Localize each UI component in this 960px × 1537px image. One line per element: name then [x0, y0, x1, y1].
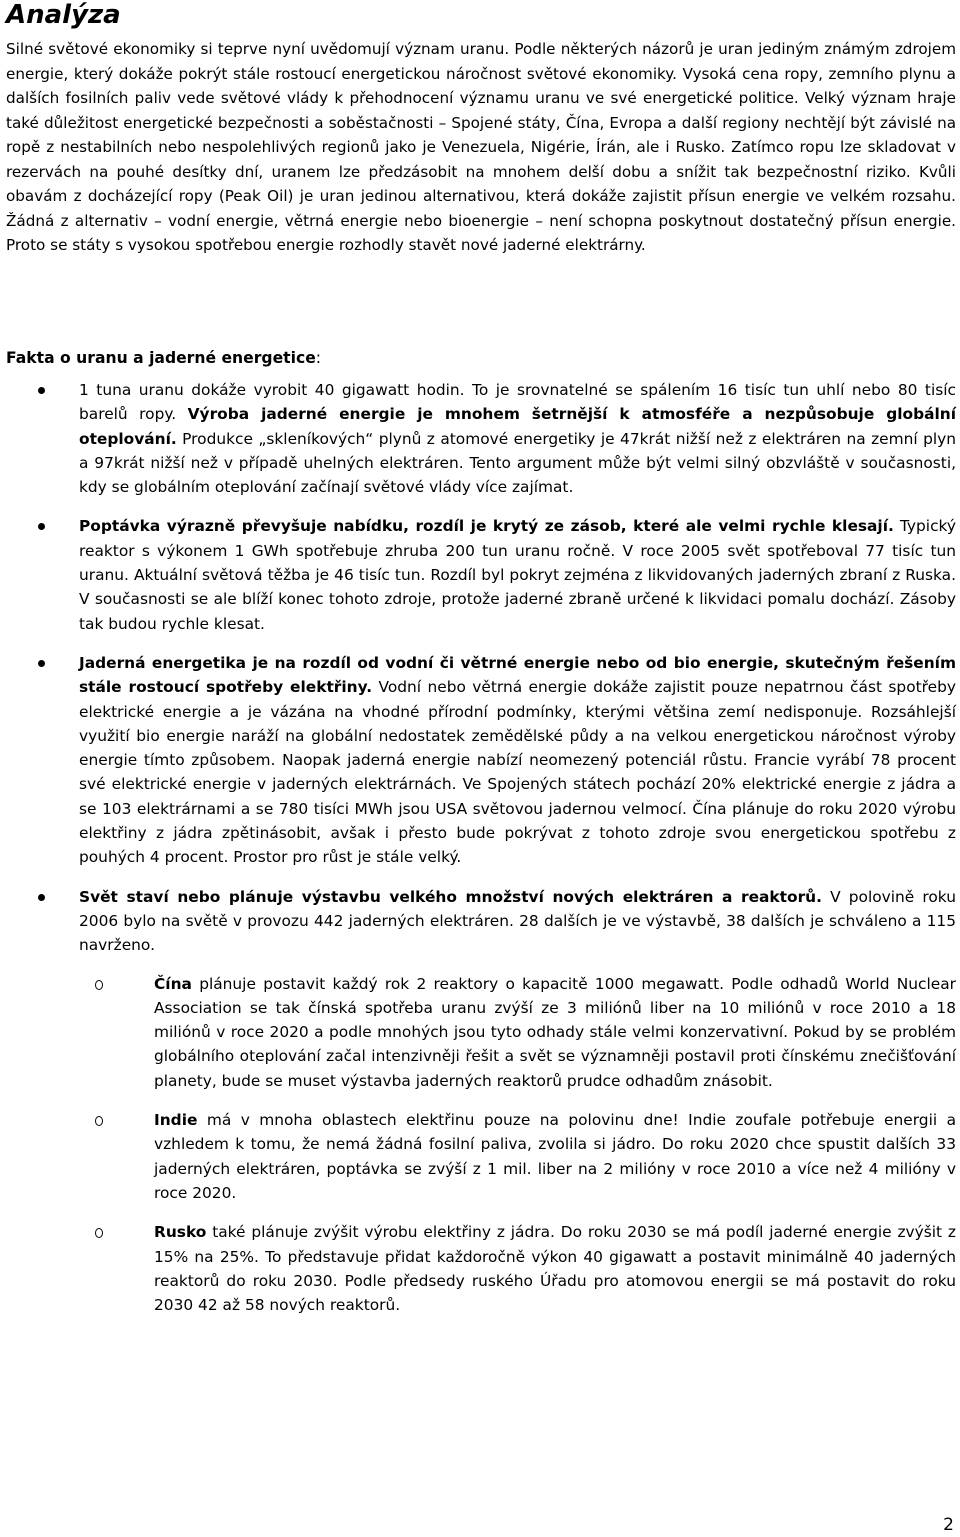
facts-heading-colon: : [315, 349, 322, 367]
intro-paragraph: Silné světové ekonomiky si teprve nyní uvědomují význam uranu. Podle některých názorů je uran jediným známým zdrojem energie, který dokáže pokrýt stále rostoucí energetickou náročnost světové ekonomiky. Vysoká cena ropy, zemního plynu a dalších fosilních paliv vede světové vlády k přehodnocení významu uranu ve své energetické politice. Velký význam hraje také důležitost energetické bezpečnosti a soběstačnosti – Spojené státy, Čína, Evropa a další regiony nechtějí být závislé na ropě z nestabilních nebo nespolehlivých regionů jako je Venezuela, Nigérie, Írán, ale i Rusko. Zatímco ropu lze skladovat v rezervách na pouhé desítky dní, uranem lze předzásobit na mnohem delší dobu a snížit tak bezpečnostní riziko. Kvůli obavám z docházející ropy (Peak Oil) je uran jedinou alternativou, která dokáže zajistit přísun energie ve velkém rozsahu. Žádná z alternativ – vodní energie, větrná energie nebo bioenergie – není schopna poskytnout dostatečný přísun energie. Proto se státy s vysokou spotřebou energie rozhodly stavět nové jaderné elektrárny. [6, 40, 956, 254]
sub-item-text: má v mnoha oblastech elektřinu pouze na polovinu dne! Indie zoufale potřebuje energii a vzhledem k tomu, že nemá žádná fosilní paliva, zvolila si jádro. Do roku 2020 chce spustit dalších 33 jaderných elektráren, poptávka se zvýší z 1 mil. liber na 2 milióny v roce 2010 a více než 4 milióny v roce 2020. [154, 1111, 956, 1202]
facts-heading-text: Fakta o uranu a jaderné energetice [6, 349, 316, 367]
fact-text: Vodní nebo větrná energie dokáže zajistit pouze nepatrnou část spotřeby elektrické energie a je vázána na vhodné přírodní podmínky, kterými většina zemí nedisponuje. Rozsáhlejší využití bio energie naráží na globální nedostatek zemědělské půdy a na velkou energetickou náročnost výroby energie tímto způsobem. Naopak jaderná energie nabízí neomezený potenciál růstu. Francie vyrábí 78 procent své elektrické energie v jaderných elektrárnách. Ve Spojených státech pochází 20% elektrické energie z jádra a se 103 elektrárnami a se 780 tisíci MWh jsou USA světovou jadernou velmocí. Čína plánuje do roku 2020 výrobu elektřiny z jádra zpětinásobit, avšak i přesto bude pokrývat z tohoto zdroje svou energetickou spotřebu z pouhých 4 procent. Prostor pro růst je stále velký. [79, 678, 956, 867]
circle-bullet-icon [95, 1228, 103, 1238]
fact-bold-text: Výroba jaderné energie je mnohem šetrnější k atmosféře a nezpůsobuje globální oteplování. [79, 405, 956, 448]
bullet-icon [38, 660, 45, 667]
bullet-icon [38, 894, 45, 901]
sub-item-text: také plánuje zvýšit výrobu elektřiny z jádra. Do roku 2030 se má podíl jaderné energie zvýšit z 15% na 25%. To představuje přidat každoročně výkon 40 gigawatt a postavit minimálně 40 jaderných reaktorů do roku 2030. Podle předsedy ruského Úřadu pro atomovou energii se má postavit do roku 2030 42 až 58 nových reaktorů. [154, 1223, 956, 1315]
fact-text: Typický reaktor s výkonem 1 GWh spotřebuje zhruba 200 tun uranu ročně. V roce 2005 svět spotřeboval 77 tisíc tun uranu. Aktuální světová těžba je 46 tisíc tun. Rozdíl byl pokryt zejména z likvidovaných jaderných zbraní z Ruska. V současnosti se ale blíží konec tohoto zdroje, protože jaderné zbraně určené k likvidaci pomalu dochází. Zásoby tak budou rychle klesat. [79, 517, 957, 633]
sub-item-country: Čína [154, 974, 192, 993]
facts-list [6, 378, 956, 1332]
fact-bold-text: Poptávka výrazně převyšuje nabídku, rozdíl je krytý ze zásob, které ale velmi rychle klesají. [79, 517, 894, 536]
bullet-icon [38, 523, 45, 530]
sub-list [79, 972, 956, 1318]
circle-bullet-icon [95, 1116, 103, 1126]
sub-item-text: plánuje postavit každý rok 2 reaktory o kapacitě 1000 megawatt. Podle odhadů World Nuclear Association se tak čínská spotřeba uranu zvýší ze 3 miliónů liber na 10 miliónů v roce 2010 a 18 miliónů v roce 2020 a podle mnohých jsou tyto odhady stále velmi konzervativní. Pokud by se problém globálního oteplování začal intenzivněji řešit a svět se významněji postavil proti čínskému znečišťování planety, bude se muset výstavba jaderných reaktorů prudce odhadům znásobit. [154, 974, 956, 1090]
fact-item [6, 514, 956, 635]
sub-item-country: Indie [154, 1111, 198, 1130]
sub-item-russia [79, 1220, 956, 1317]
fact-text: Produkce „skleníkových“ plynů z atomové energetiky je 47krát nižší než z elektráren na zemní plyn a 97krát nižší než v případě uhelných elektráren. Tento argument může být velmi silný obzvláště v současnosti, kdy se globálním oteplování začínají světové vlády více zajímat. [79, 429, 956, 497]
fact-text: 1 tuna uranu dokáže vyrobit 40 gigawatt hodin. To je srovnatelné se spálením 16 tisíc tun uhlí nebo 80 tisíc barelů ropy. [79, 381, 956, 424]
circle-bullet-icon [95, 980, 103, 990]
fact-item [6, 651, 956, 870]
sub-item-country: Rusko [154, 1223, 207, 1242]
fact-bold-text: Jaderná energetika je na rozdíl od vodní či větrné energie nebo od bio energie, skutečným řešením stále rostoucí spotřeby elektřiny. [79, 653, 956, 697]
page-number: 2 [943, 1515, 954, 1535]
fact-bold-text: Svět staví nebo plánuje výstavbu velkého množství nových elektráren a reaktorů. [79, 887, 822, 906]
fact-item [6, 378, 956, 499]
facts-heading [6, 347, 321, 369]
fact-item [6, 885, 956, 1318]
bullet-icon [38, 387, 45, 394]
page-title: Analýza [6, 0, 121, 30]
sub-item-china [79, 972, 956, 1093]
fact-text: V polovině roku 2006 bylo na světě v provozu 442 jaderných elektráren. 28 dalších je ve výstavbě, 38 dalších je schváleno a 115 navrženo. [79, 887, 956, 955]
sub-item-india [79, 1108, 956, 1205]
